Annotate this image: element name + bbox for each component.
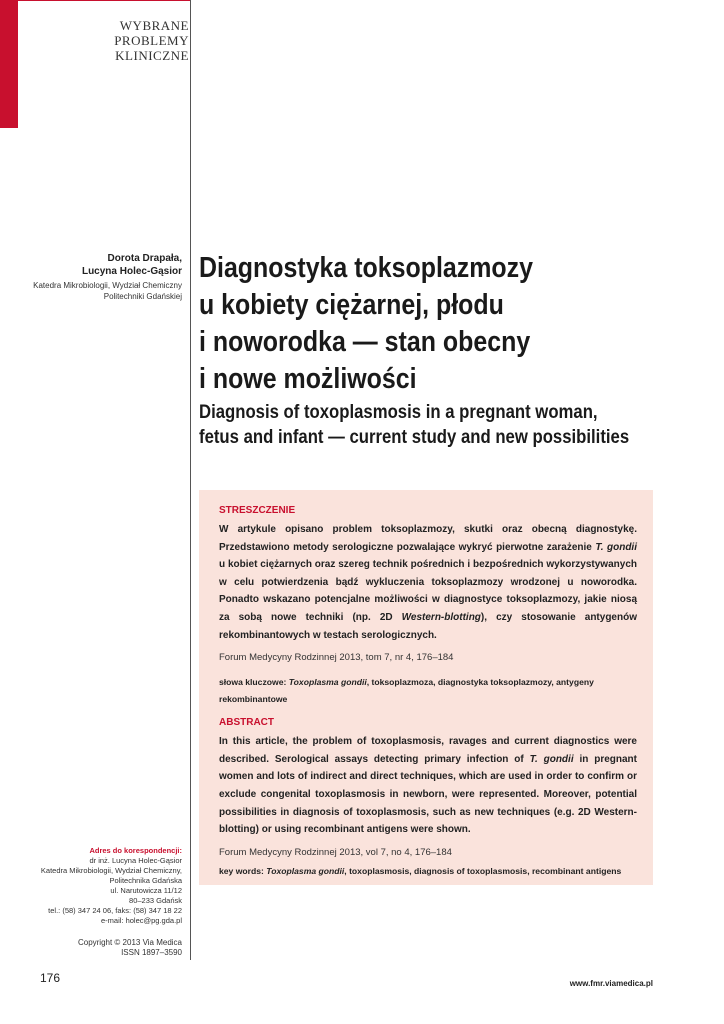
title-line: i noworodka — stan obecny: [199, 326, 531, 358]
citation-polish: Forum Medycyny Rodzinnej 2013, tom 7, nr 4, 176–184: [219, 652, 454, 664]
correspondence-address: [0, 846, 182, 926]
top-rule: [18, 0, 190, 1]
page-number: 176: [40, 971, 61, 985]
affiliation-line: Politechniki Gdańskiej: [103, 292, 182, 301]
title-line: i nowe możliwości: [199, 363, 417, 395]
correspondence-line: dr inż. Lucyna Holec-Gąsior: [89, 856, 182, 865]
website-link[interactable]: www.fmr.viamedica.pl: [569, 979, 653, 988]
affiliation-line: Katedra Mikrobiologii, Wydział Chemiczny: [33, 281, 182, 290]
correspondence-line: ul. Narutowicza 11/12: [110, 886, 182, 895]
correspondence-line: Katedra Mikrobiologii, Wydział Chemiczny,: [40, 866, 182, 875]
keywords-polish: słowa kluczowe: Toxoplasma gondii, toksoplazmoza, diagnostyka toksoplazmozy, antygeny rekombinantowe: [219, 677, 594, 705]
article-title-english: [199, 400, 692, 450]
correspondence-line: 80–233 Gdańsk: [129, 896, 182, 905]
section-label-line: KLINICZNE: [115, 48, 189, 63]
correspondence-label: Adres do korespondencji:: [89, 846, 182, 855]
abstract-box: [199, 490, 653, 885]
author-name: Dorota Drapała,: [107, 253, 182, 264]
column-divider: [190, 0, 191, 960]
abstract-heading: ABSTRACT: [219, 717, 274, 729]
copyright-line: Copyright © 2013 Via Medica: [77, 938, 182, 947]
streszczenie-text: W artykule opisano problem toksoplazmozy, skutki oraz obecną diagnostykę. Przedstawiono metody serologiczne pozwalające wykryć pierwotne zarażenie T. gondii u kobiet ciężarnych oraz szereg technik pośrednich i bezpośrednich wykorzystywanych w celu potwierdzenia bądź wykluczenia toksoplazmozy wrodzonej u noworodka. Ponadto wskazano potencjalne możliwości w diagnostyce toksoplazmozy, jakie niosą za sobą nowe techniki (np. 2D Western-blotting), czy stosowanie antygenów rekombinantowych w testach serologicznych.: [219, 524, 637, 641]
section-label-line: PROBLEMY: [114, 33, 189, 48]
article-title-polish: [199, 250, 646, 398]
correspondence-line: e-mail: holec@pg.gda.pl: [101, 916, 182, 925]
title-line: fetus and infant — current study and new possibilities: [199, 427, 630, 448]
correspondence-line: Politechnika Gdańska: [109, 876, 182, 885]
section-label: [114, 18, 189, 63]
keywords-english: key words: Toxoplasma gondii, toxoplasmosis, diagnosis of toxoplasmosis, recombinant antigens: [219, 865, 622, 876]
title-line: Diagnosis of toxoplasmosis in a pregnant woman,: [199, 402, 598, 423]
abstract-text: In this article, the problem of toxoplasmosis, ravages and current diagnostics were described. Serological assays detecting primary infection of T. gondii in pregnant women and lots of indirect and direct techniques, which are used in order to confirm or exclude congenital toxoplasmosis in newborn, were represented. Moreover, potential possibilities in diagnosis of toxoplasmosis, such as new techniques (e.g. 2D Western-blotting) or using recombinant antigens were shown.: [219, 736, 637, 836]
authors: [82, 252, 182, 278]
title-line: Diagnostyka toksoplazmozy: [199, 252, 534, 284]
copyright: [78, 938, 182, 958]
section-label-line: WYBRANE: [119, 18, 189, 33]
section-color-bar: [0, 0, 18, 128]
affiliation: [12, 280, 182, 302]
issn-line: ISSN 1897–3590: [121, 948, 182, 957]
streszczenie-heading: STRESZCZENIE: [219, 505, 296, 516]
author-name: Lucyna Holec-Gąsior: [81, 266, 182, 277]
citation-english: Forum Medycyny Rodzinnej 2013, vol 7, no 4, 176–184: [219, 846, 452, 858]
title-line: u kobiety ciężarnej, płodu: [199, 289, 504, 321]
correspondence-line: tel.: (58) 347 24 06, faks: (58) 347 18 22: [48, 906, 182, 915]
